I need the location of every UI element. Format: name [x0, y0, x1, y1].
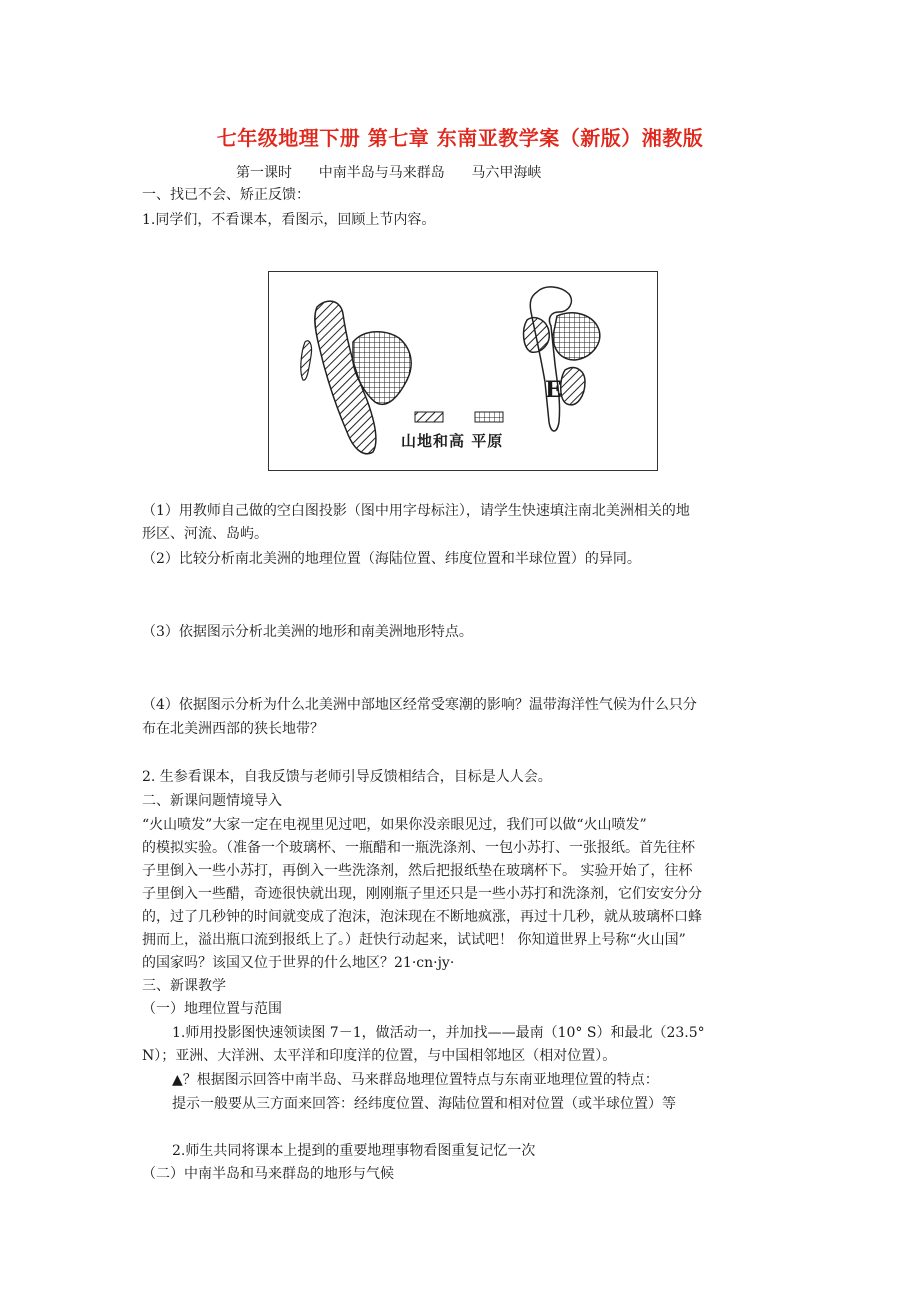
section3-item1-line2: N）；亚洲、大洋洲、太平洋和印度洋的位置，与中国相邻地区（相对位置）。 — [142, 1048, 617, 1064]
map-marker-label: E — [545, 377, 562, 403]
section3-hint: 提示一般要从三方面来回答：经纬度位置、海陆位置和相对位置（或半球位置）等 — [172, 1096, 676, 1112]
north-highland — [524, 318, 550, 353]
map-legend-label: 山地和高 平原 — [401, 432, 504, 450]
question1-line2: 形区、河流、岛屿。 — [142, 526, 268, 542]
legend-swatch-mountain — [415, 412, 443, 422]
section2-paragraph-line: 的模拟实验。（准备一个玻璃杯、一瓶醋和一瓶洗涤剂、一包小苏打、一张报纸。首先往杯 — [142, 840, 695, 856]
subsection1-heading: （一）地理位置与范围 — [142, 1001, 282, 1017]
western-island — [301, 341, 312, 380]
south-highland — [561, 368, 585, 405]
section3-heading: 三、新课教学 — [142, 978, 226, 994]
question3: （3）依据图示分析北美洲的地形和南美洲地形特点。 — [142, 624, 473, 640]
question1-line1: （1）用教师自己做的空白图投影（图中用字母标注），请学生快速填注南北美洲相关的地 — [142, 503, 690, 519]
item1-text: 1.同学们，不看课本，看图示，回顾上节内容。 — [142, 212, 436, 228]
terrain-map-figure — [268, 271, 658, 471]
subsection2-heading: （二）中南半岛和马来群岛的地形与气候 — [142, 1166, 394, 1182]
lesson-subtitle: 第一课时 中南半岛与马来群岛 马六甲海峡 — [236, 165, 542, 181]
question4-line1: （4）依据图示分析为什么北美洲中部地区经常受寒潮的影响？温带海洋性气候为什么只分 — [142, 697, 697, 713]
section2-paragraph-line: 子里倒入一些小苏打，再倒入一些洗涤剂，然后把报纸垫在玻璃杯下。 实验开始了，往杯 — [142, 863, 693, 879]
south-andes-belt — [530, 287, 571, 431]
section2-paragraph-line: “火山喷发”大家一定在电视里见过吧，如果你没亲眼见过，我们可以做“火山喷发” — [142, 817, 647, 833]
question2: （2）比较分析南北美洲的地理位置（海陆位置、纬度位置和半球位置）的异同。 — [142, 551, 641, 567]
section3-question: ▲？根据图示回答中南半岛、马来群岛地理位置特点与东南亚地理位置的特点： — [172, 1072, 659, 1088]
section2-paragraph-line: 的，过了几秒钟的时间就变成了泡沫，泡沫现在不断地疯涨，再过十几秒，就从玻璃杯口蜂 — [142, 909, 702, 925]
south-plateau — [553, 313, 600, 360]
legend-swatch-plain — [475, 412, 503, 422]
item2-text: 2. 生参看课本，自我反馈与老师引导反馈相结合，目标是人人会。 — [142, 769, 552, 785]
section3-item2: 2.师生共同将课本上提到的重要地理事物看图重复记忆一次 — [172, 1143, 536, 1159]
document-title: 七年级地理下册 第七章 东南亚教学案（新版）湘教版 — [216, 126, 704, 150]
section2-paragraph-line: 的国家吗？该国又位于世界的什么地区？21·cn·jy· — [142, 955, 455, 971]
section1-heading: 一、找已不会、矫正反馈： — [142, 187, 310, 203]
section3-item1-line1: 1.师用投影图快速领读图 7－1，做活动一，并加找——最南（10° S）和最北（23.5° — [172, 1025, 705, 1041]
section2-paragraph-line: 拥而上，溢出瓶口流到报纸上了。）赶快行动起来，试试吧！ 你知道世界上号称“火山国” — [142, 932, 686, 948]
section2-paragraph-line: 子里倒入一些醋，奇迹很快就出现，刚刚瓶子里还只是一些小苏打和洗涤剂，它们安安分分 — [142, 886, 702, 902]
question4-line2: 布在北美洲西部的狭长地带？ — [142, 721, 324, 737]
section2-heading: 二、新课问题情境导入 — [142, 793, 282, 809]
